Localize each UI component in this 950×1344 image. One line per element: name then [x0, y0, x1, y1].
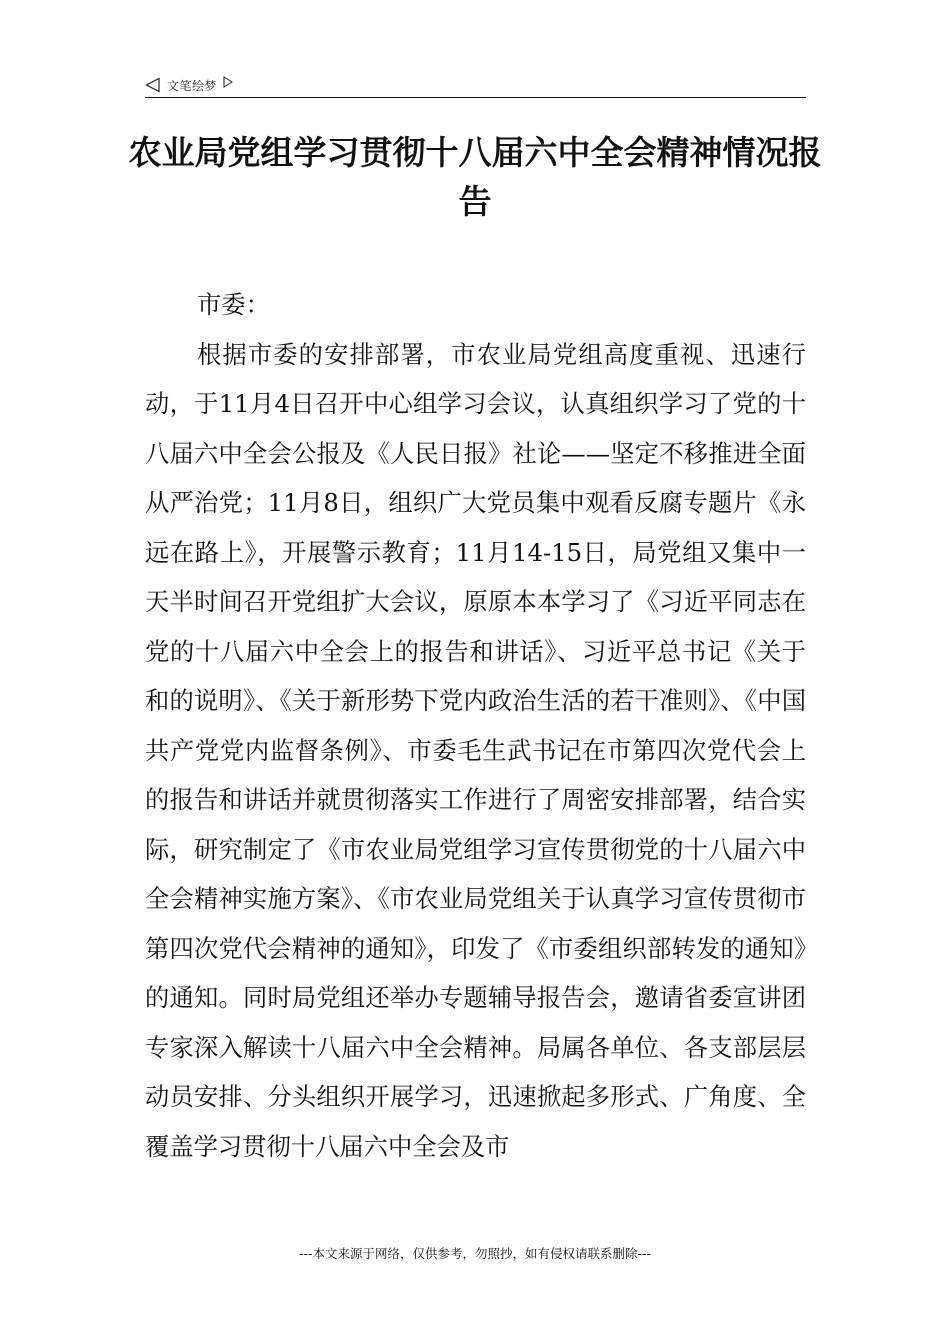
body-paragraph: 根据市委的安排部署，市农业局党组高度重视、迅速行动，于11月4日召开中心组学习会议，认真组织学习了党的十八届六中全会公报及《人民日报》社论——坚定不移推进全面从严治党；11月8日，组织广大党员集中观看反腐专题片《永远在路上》，开展警示教育；11月14-15日，局党组又集中一天半时间召开党组扩大会议，原原本本学习了《习近平同志在党的十八届六中全会上的报告和讲话》、习近平总书记《关于和的说明》、《关于新形势下党内政治生活的若干准则》、《中国共产党党内监督条例》、市委毛生武书记在市第四次党代会上的报告和讲话并就贯彻落实工作进行了周密安排部署，结合实际，研究制定了《市农业局党组学习宣传贯彻党的十八届六中全会精神实施方案》、《市农业局党组关于认真学习宣传贯彻市第四次党代会精神的通知》，印发了《市委组织部转发的通知》的通知。同时局党组还举办专题辅导报告会，邀请省委宣讲团专家深入解读十八届六中全会精神。局属各单位、各支部层层动员安排、分头组织开展学习，迅速掀起多形式、广角度、全覆盖学习贯彻十八届六中全会及市 [145, 339, 806, 1161]
salutation: 市委： [197, 290, 270, 319]
triangle-right-outline-icon [223, 76, 233, 88]
document-title: 农业局党组学习贯彻十八届六中全会精神情况报告 [128, 133, 822, 221]
header-divider [145, 97, 806, 98]
triangle-left-outline-icon [145, 77, 161, 93]
document-body [145, 280, 806, 1171]
footer-disclaimer: ---本文来源于网络，仅供参考，勿照抄，如有侵权请联系删除--- [298, 1246, 652, 1261]
brand-name: 文笔绘梦 [167, 78, 218, 93]
page-header [145, 74, 233, 96]
